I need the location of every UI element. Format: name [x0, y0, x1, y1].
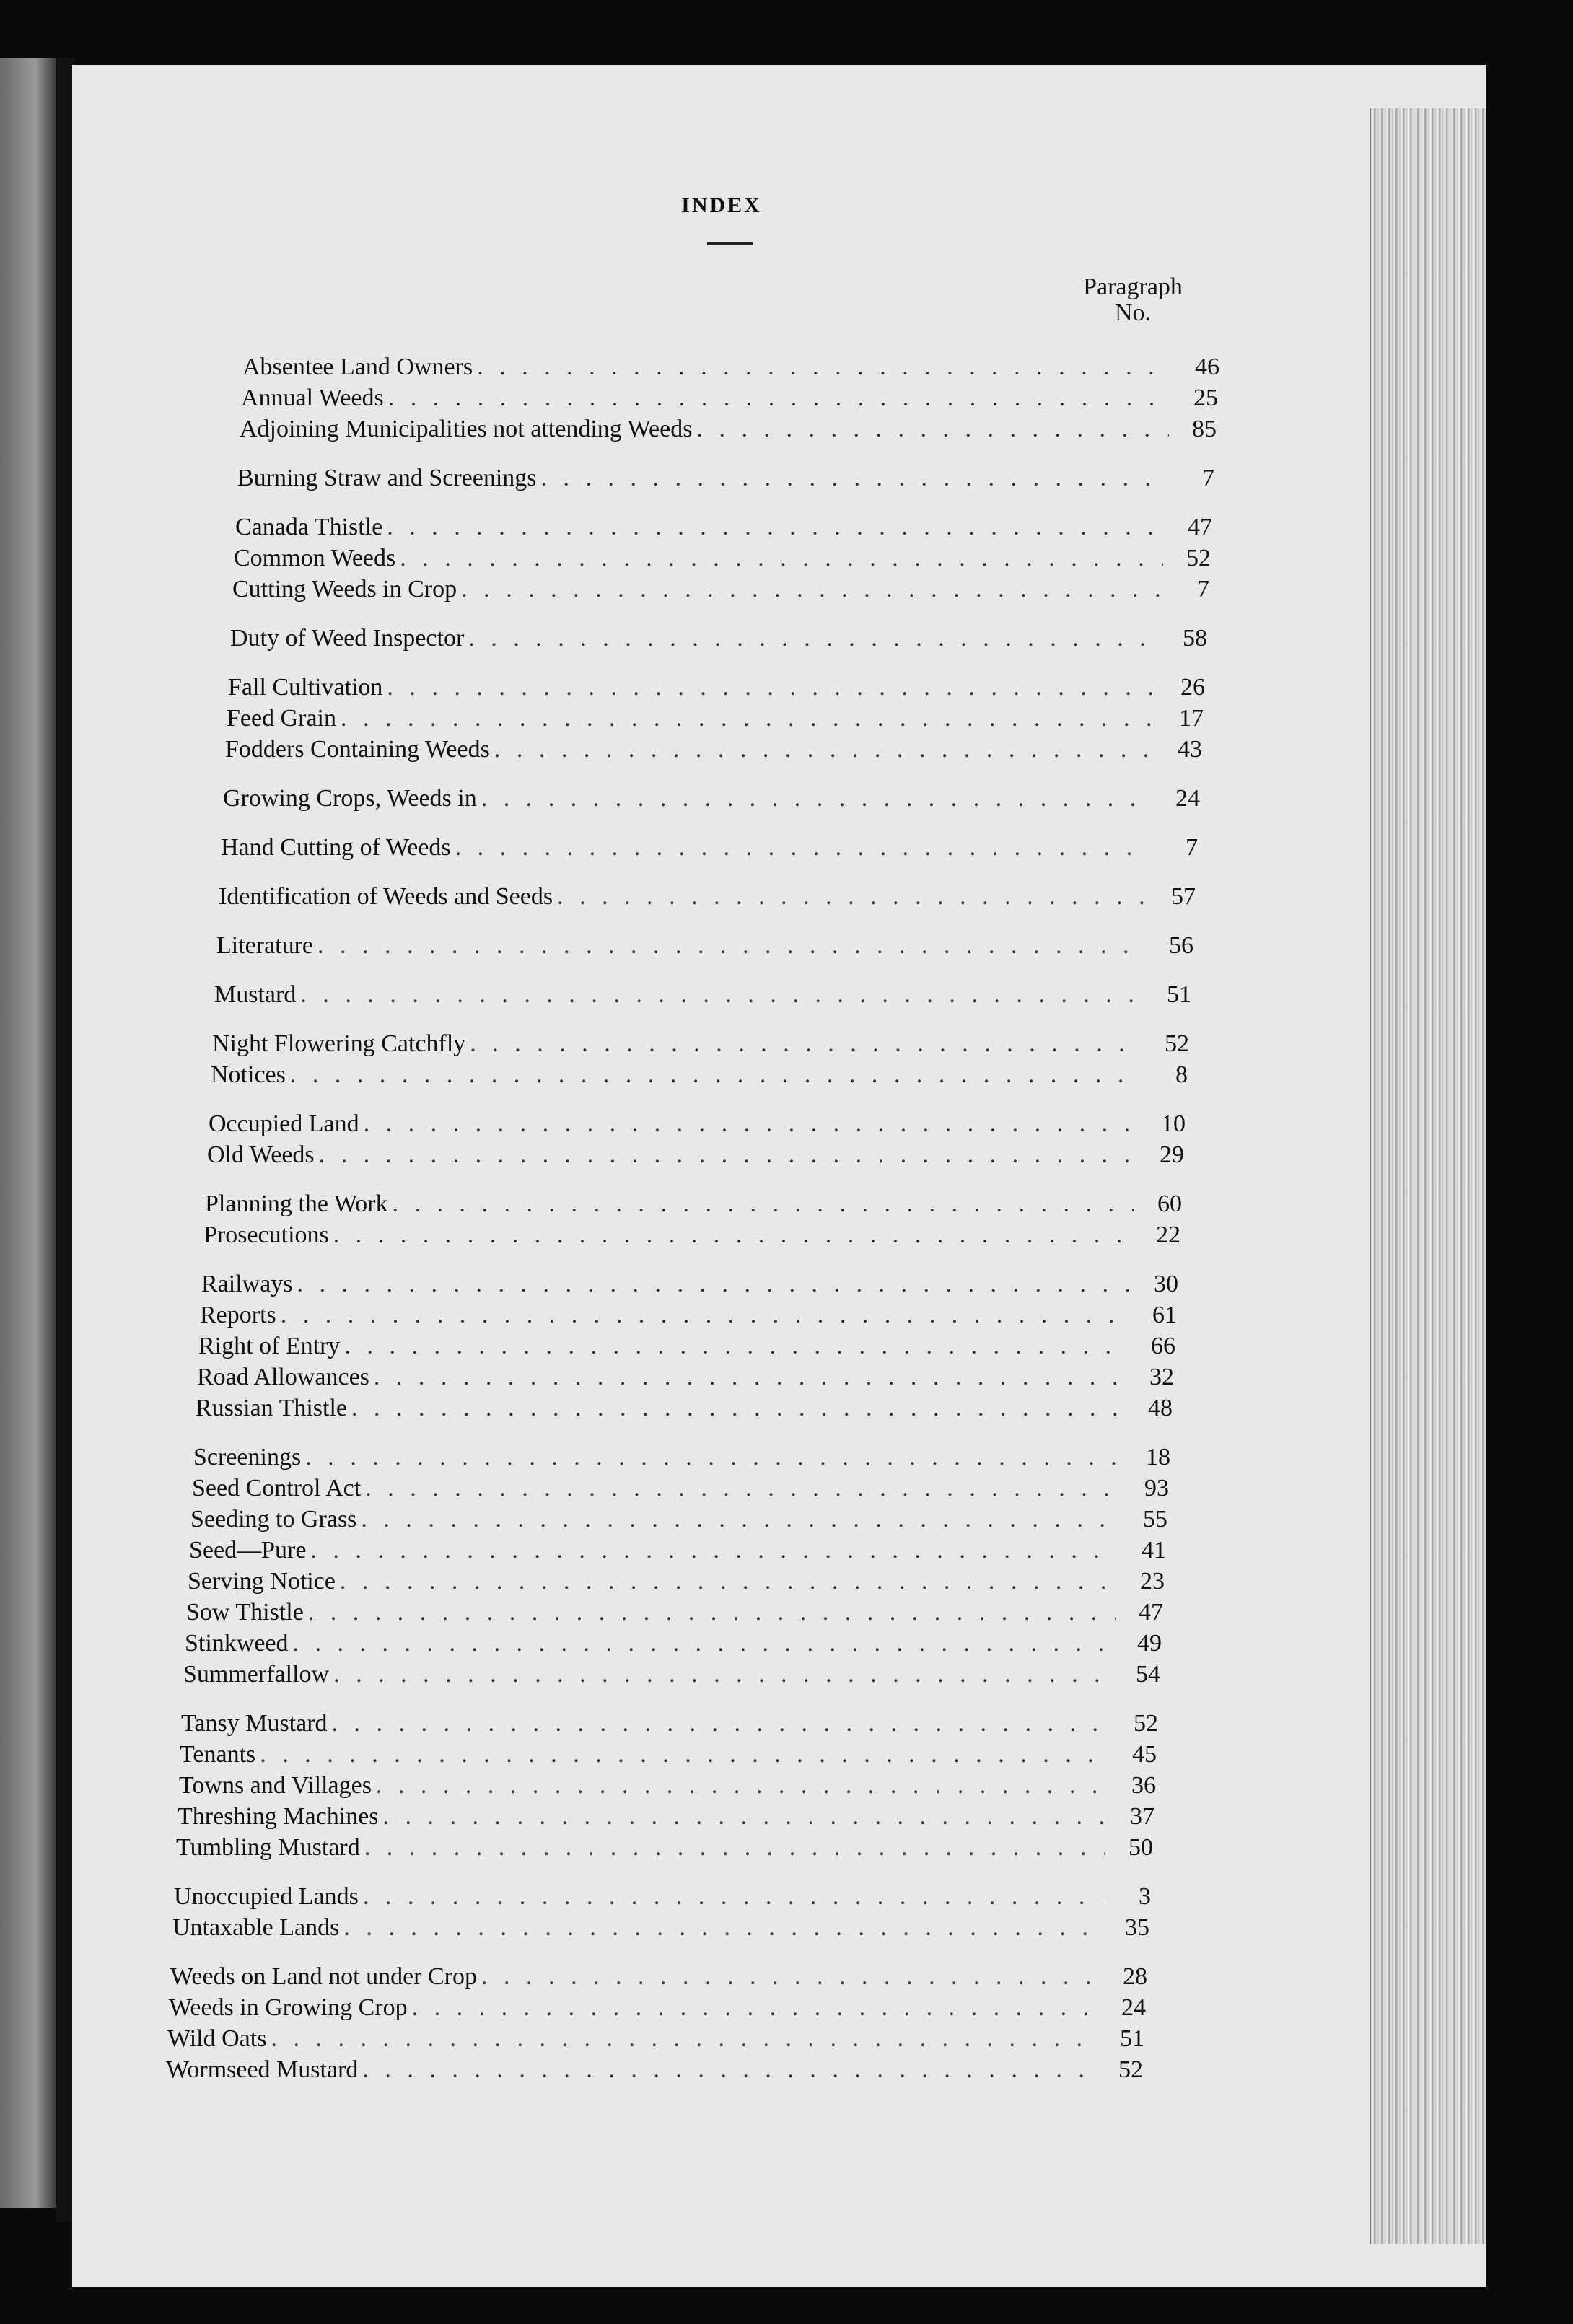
index-entry-paragraph-number: 37 [1130, 1803, 1154, 1830]
index-entry-paragraph-number: 52 [1118, 2056, 1143, 2083]
page-title: INDEX [681, 193, 762, 217]
index-entry-name: Literature [216, 932, 314, 959]
index-entry-name: Screenings [193, 1444, 302, 1470]
index-entry-name: Canada Thistle [235, 514, 383, 540]
index-entry-paragraph-number: 29 [1160, 1141, 1184, 1168]
index-entry-name: Seeding to Grass [190, 1506, 357, 1532]
index-entry-paragraph-number: 3 [1139, 1883, 1151, 1910]
index-entry-paragraph-number: 7 [1202, 465, 1214, 491]
index-entry-name: Threshing Machines [178, 1803, 379, 1830]
index-entry-name: Feed Grain [227, 705, 337, 732]
index-entry-paragraph-number: 47 [1188, 514, 1212, 540]
index-entry-name: Old Weeds [207, 1141, 315, 1168]
column-header-line2: No. [1114, 299, 1152, 326]
index-entry-paragraph-number: 32 [1149, 1364, 1174, 1390]
index-entry-paragraph-number: 51 [1120, 2025, 1144, 2052]
index-entry-name: Stinkweed [185, 1630, 289, 1657]
index-entry-paragraph-number: 54 [1136, 1661, 1160, 1688]
book-page [72, 65, 1486, 2287]
index-entry-paragraph-number: 24 [1121, 1994, 1146, 2021]
index-entry-paragraph-number: 28 [1123, 1963, 1147, 1990]
index-entry-paragraph-number: 30 [1154, 1271, 1178, 1297]
index-entry-paragraph-number: 18 [1146, 1444, 1170, 1470]
index-entry-paragraph-number: 22 [1156, 1222, 1180, 1248]
index-entry-paragraph-number: 7 [1197, 576, 1209, 602]
title-underline [707, 242, 753, 245]
index-entry-name: Identification of Weeds and Seeds [219, 883, 553, 910]
index-entry-name: Mustard [214, 981, 297, 1008]
index-entry-name: Growing Crops, Weeds in [223, 785, 477, 812]
page-stack-edge [1370, 108, 1486, 2244]
index-entry-paragraph-number: 52 [1186, 545, 1211, 571]
index-entry-name: Fodders Containing Weeds [225, 736, 490, 763]
column-header [1061, 274, 1205, 326]
index-entry-name: Planning the Work [205, 1190, 388, 1217]
index-entry-paragraph-number: 48 [1148, 1395, 1173, 1421]
index-entry-paragraph-number: 7 [1186, 834, 1198, 861]
index-entry-name: Serving Notice [188, 1568, 336, 1595]
index-entry-name: Common Weeds [234, 545, 396, 571]
index-entry-name: Railways [201, 1271, 293, 1297]
index-entry-paragraph-number: 17 [1179, 705, 1204, 732]
index-entry-paragraph-number: 35 [1125, 1914, 1149, 1941]
index-entry-paragraph-number: 60 [1157, 1190, 1182, 1217]
index-entry-name: Sow Thistle [186, 1599, 304, 1626]
index-entry-name: Prosecutions [203, 1222, 329, 1248]
index-entry-name: Night Flowering Catchfly [212, 1030, 466, 1057]
index-entry-paragraph-number: 52 [1165, 1030, 1189, 1057]
index-entry-name: Cutting Weeds in Crop [232, 576, 457, 602]
index-entry-paragraph-number: 66 [1151, 1333, 1175, 1359]
index-entry-name: Wild Oats [167, 2025, 267, 2052]
index-entry-name: Seed—Pure [189, 1537, 307, 1564]
index-entry-name: Absentee Land Owners [242, 354, 473, 380]
index-entry-name: Road Allowances [197, 1364, 369, 1390]
index-entry-name: Weeds on Land not under Crop [170, 1963, 477, 1990]
index-entry-paragraph-number: 55 [1143, 1506, 1167, 1532]
index-entry-name: Tenants [180, 1741, 256, 1768]
index-entry-name: Untaxable Lands [172, 1914, 340, 1941]
index-entry-paragraph-number: 10 [1161, 1110, 1186, 1137]
index-entry-paragraph-number: 56 [1169, 932, 1193, 959]
index-entry-name: Duty of Weed Inspector [230, 625, 465, 652]
index-entry-name: Right of Entry [198, 1333, 341, 1359]
index-entry-paragraph-number: 58 [1183, 625, 1207, 652]
index-entry-paragraph-number: 41 [1142, 1537, 1166, 1564]
index-entry-name: Unoccupied Lands [174, 1883, 359, 1910]
index-entry-paragraph-number: 61 [1152, 1302, 1177, 1328]
index-entry-name: Adjoining Municipalities not attending Weeds [240, 416, 693, 442]
index-entry-paragraph-number: 57 [1171, 883, 1196, 910]
index-entry-name: Summerfallow [183, 1661, 330, 1688]
index-entry-paragraph-number: 50 [1129, 1834, 1153, 1861]
index-entry-paragraph-number: 49 [1137, 1630, 1162, 1657]
index-entry-name: Tumbling Mustard [176, 1834, 360, 1861]
index-entry-paragraph-number: 36 [1131, 1772, 1156, 1799]
index-entry-paragraph-number: 46 [1195, 354, 1219, 380]
index-entry-name: Hand Cutting of Weeds [221, 834, 451, 861]
index-entry-name: Annual Weeds [241, 385, 384, 411]
index-entry-paragraph-number: 23 [1140, 1568, 1165, 1595]
index-entry-name: Wormseed Mustard [166, 2056, 359, 2083]
index-entry-name: Burning Straw and Screenings [237, 465, 537, 491]
index-entry-name: Seed Control Act [192, 1475, 362, 1501]
index-entry-paragraph-number: 93 [1144, 1475, 1169, 1501]
index-entry-name: Towns and Villages [179, 1772, 372, 1799]
index-entry-paragraph-number: 8 [1175, 1061, 1188, 1088]
index-entry-name: Weeds in Growing Crop [169, 1994, 408, 2021]
index-entry-name: Reports [200, 1302, 276, 1328]
adjacent-page-edge [0, 58, 59, 2208]
index-entry-paragraph-number: 47 [1139, 1599, 1163, 1626]
index-entry-paragraph-number: 25 [1193, 385, 1218, 411]
index-entry-paragraph-number: 52 [1134, 1710, 1158, 1737]
column-header-line1: Paragraph [1083, 273, 1183, 300]
index-entry-name: Tansy Mustard [181, 1710, 328, 1737]
index-entry-paragraph-number: 43 [1178, 736, 1202, 763]
index-entry-name: Fall Cultivation [228, 674, 383, 701]
index-entry-paragraph-number: 45 [1132, 1741, 1157, 1768]
index-entry-paragraph-number: 26 [1180, 674, 1205, 701]
index-entry-name: Notices [211, 1061, 286, 1088]
index-entry-paragraph-number: 24 [1175, 785, 1200, 812]
index-entry-name: Russian Thistle [196, 1395, 347, 1421]
index-entry-paragraph-number: 51 [1167, 981, 1191, 1008]
index-entry-name: Occupied Land [209, 1110, 359, 1137]
index-entry-paragraph-number: 85 [1192, 416, 1217, 442]
